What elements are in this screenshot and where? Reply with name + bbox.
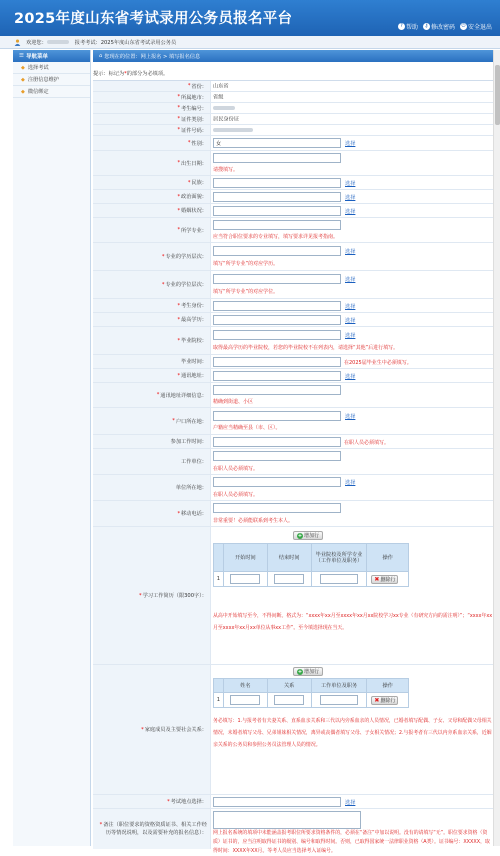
col-start-time: 开始时间 <box>223 544 267 572</box>
school-select-link[interactable]: 选择 <box>345 333 356 339</box>
col-work-unit: 工作单位及职务 <box>311 679 367 693</box>
study-start-input[interactable] <box>230 574 260 584</box>
blurred-exam-id <box>213 106 235 110</box>
row-family: * 家庭成员及主要社会关系： + 增加行 姓名 关系 工作单位及职务 操作 1 ✖ 删除行 务必填写：1.与报考者有夫妻关系、直系血亲关系和三代以内旁系血亲的人员情况，已婚者填写配偶、子女、父母和配偶父母相关情况，未婚者填写父母、兄弟姐妹相关情况，离异或丧偶者填写父母、子女相关情况；2.与报考者有三代以内旁系血亲关系，近姻亲关系的公务员和参照公务员法管理人员的情况。 <box>93 665 500 795</box>
col-operation: 操作 <box>367 544 409 572</box>
delete-icon: ✖ <box>374 576 380 583</box>
birth-note: 请搜填写。 <box>213 167 239 173</box>
study-school-input[interactable] <box>320 574 358 584</box>
blurred-id-number <box>213 128 253 132</box>
major-edu-select-link[interactable]: 选择 <box>345 249 356 255</box>
logout-link[interactable]: ⏻ 安全退出 <box>461 23 492 31</box>
major-edu-note: 填写“所学专业”的对应学历。 <box>213 261 279 267</box>
major-degree-note: 填写“所学专业”的对应学位。 <box>213 289 279 295</box>
col-end-time: 结束时间 <box>267 544 311 572</box>
row-major-edu: * 专业的学历层次： 选择 填写“所学专业”的对应学历。 <box>93 243 500 271</box>
edu-input[interactable] <box>213 315 341 325</box>
hukou-select-link[interactable]: 选择 <box>345 414 356 420</box>
row-hukou: * 户口所在地： 选择 户籍应当精确至县（市、区）。 <box>93 408 500 435</box>
row-work-start: 参加工作时间： 在职人员必须填写。 <box>93 435 500 449</box>
family-note: 务必填写：1.与报考者有夫妻关系、直系血亲关系和三代以内旁系血亲的人员情况，已婚者填写配偶、子女、父母和配偶父母相关情况，未婚者填写父母、兄弟姐妹相关情况，离异或丧偶者填写父母、子女相关情况；2.与报考者有三代以内旁系血亲关系，近姻亲关系的公务员和参照公务员法管理人员的情况。 <box>213 718 492 748</box>
birth-input[interactable] <box>213 153 341 163</box>
school-input[interactable] <box>213 330 341 340</box>
row-unit-address: 单位所在地： 选择 在职人员必须填写。 <box>93 475 500 501</box>
user-icon <box>14 39 21 46</box>
sidebar <box>13 50 91 846</box>
table-row: 1 ✖ 删除行 <box>214 693 409 708</box>
required-hint: 提示：标记为*的部分为必填项。 <box>93 71 169 77</box>
site-title: 2025年度山东省考试录用公务员报名平台 <box>14 11 293 27</box>
id-type-value: 居民身份证 <box>213 116 239 123</box>
row-politics: * 政治面貌： 选择 <box>93 190 500 204</box>
row-grad-time: 毕业时间： 在2025届毕业生中必须填写。 <box>93 355 500 369</box>
delete-icon: ✖ <box>374 697 380 704</box>
breadcrumb: ⌂ 您现在的位置：网上报名 > 填写报名信息 <box>93 50 500 62</box>
politics-select-link[interactable]: 选择 <box>345 195 356 201</box>
identity-select-link[interactable]: 选择 <box>345 304 356 310</box>
row-address: * 通讯地址： 选择 <box>93 369 500 383</box>
ethnic-select-link[interactable]: 选择 <box>345 181 356 187</box>
col-operation: 操作 <box>367 679 409 693</box>
workplace-note: 在职人员必须填写。 <box>213 466 259 472</box>
address-input[interactable] <box>213 371 341 381</box>
family-name-input[interactable] <box>230 695 260 705</box>
phone-note: 非常重要！必须能联系到考生本人。 <box>213 518 294 524</box>
menu-icon: ☰ <box>19 53 24 59</box>
unit-address-input[interactable] <box>213 477 341 487</box>
plus-icon: + <box>297 532 303 539</box>
grad-time-input[interactable] <box>213 357 341 367</box>
col-school-major: 毕业院校及所学专业（工作单位及职务） <box>311 544 367 572</box>
remark-note: 网上报名系统的填项中未能涵盖报考职位所要求资格条件的，必须在“备注”中加以说明。没有的请填写“无”。职位要求资格（资质）证书的，应当注明取得证书的级别、编号和取得时间。否则，已取得国家统一法律职业资格（A类）。证书编号：XXXXX，取得时间：XXXX年XX月。等考人员应当选择考入证编号。 <box>213 830 490 854</box>
work-start-note: 在职人员必须填写。 <box>344 440 390 446</box>
row-remark: *备注（职位要求的资格资质证书、相关工作经历等情况说明，以及需要补充的报名信息）： 网上报名系统的填项中未能涵盖报考职位所要求资格条件的，必须在“备注”中加以说明。没有的请填写“无”。职位要求资格（资质）证书的，应当注明取得证书的级别、编号和取得时间。否则，已取得国家统一法律职业资格（A类）。证书编号：XXXXX，取得时间：XXXX年XX月。等考人员应当选择考入证编号。 <box>93 809 500 849</box>
row-identity: * 考生身份： 选择 <box>93 299 500 313</box>
marital-select-link[interactable]: 选择 <box>345 209 356 215</box>
row-study-work-resume: * 学习工作简历（限300字）： + 增加行 开始时间 结束时间 毕业院校及所学专业（工作单位及职务） 操作 1 ✖ 删除行 从高中开始填写至今，不得间断。格式为：“xxxx年xx月至xxxx年xx月xx院校学习xx专业（有研究方向的需注明）”；“xxxx年xx月至xxxx年xx月xx单位从事xx工作”。至今填选择现在当天。 <box>93 527 500 665</box>
bullet-icon: ◆ <box>21 76 25 83</box>
row-address-detail: * 通讯地址详细信息： 精确到街道、小区 <box>93 383 500 408</box>
province-value: 山东省 <box>213 83 229 90</box>
row-workplace: 工作单位： 在职人员必须填写。 <box>93 449 500 475</box>
family-relation-input[interactable] <box>274 695 304 705</box>
row-birth: * 出生日期： 请搜填写。 <box>93 151 500 176</box>
row-id-no: * 证件号码： <box>93 125 500 136</box>
sidebar-item-select-exam[interactable]: ◆ 选择考试 <box>13 62 90 74</box>
col-name: 姓名 <box>223 679 267 693</box>
help-icon: ? <box>398 23 405 30</box>
phone-input[interactable] <box>213 503 341 513</box>
row-ethnic: * 民族： 选择 <box>93 176 500 190</box>
key-icon: ⚷ <box>424 23 429 29</box>
plus-icon: + <box>297 668 303 675</box>
hukou-note: 户籍应当精确至县（市、区）。 <box>213 425 281 431</box>
scrollbar-thumb[interactable] <box>495 65 500 125</box>
address-detail-note: 精确到街道、小区 <box>213 399 254 405</box>
bullet-icon: ◆ <box>21 64 25 71</box>
row-exam-id: * 考生编号： <box>93 103 500 114</box>
top-links <box>398 22 492 31</box>
row-major: * 所学专业： 应当符合职位要求的专业填写，填写要求详见报考指南。 <box>93 218 500 243</box>
family-delete-row-button[interactable]: ✖ 删除行 <box>371 696 398 705</box>
change-password-link[interactable]: ⚷ 修改密码 <box>424 23 455 31</box>
work-start-input[interactable] <box>213 437 341 447</box>
workplace-input[interactable] <box>213 451 341 461</box>
header-banner <box>0 0 500 36</box>
home-icon: ⌂ <box>99 53 103 59</box>
scrollbar[interactable] <box>493 50 500 846</box>
blurred-username <box>47 40 69 44</box>
major-note: 应当符合职位要求的专业填写，填写要求详见报考指南。 <box>213 234 339 240</box>
major-edu-input[interactable] <box>213 246 341 256</box>
exam-site-select-link[interactable]: 选择 <box>345 800 356 806</box>
unit-address-note: 在职人员必须填写。 <box>213 492 259 498</box>
ethnic-input[interactable] <box>213 178 341 188</box>
row-major-degree: * 专业的学位层次： 选择 填写“所学专业”的对应学位。 <box>93 271 500 299</box>
row-marital: * 婚姻状况： 选择 <box>93 204 500 218</box>
sidebar-title: ☰ 导航菜单 <box>13 50 90 62</box>
study-note: 从高中开始填写至今，不得间断。格式为：“xxxx年xx月至xxxx年xx月xx院校学习xx专业（有研究方向的需注明）”；“xxxx年xx月至xxxx年xx月xx单位从事xx工作”。至今填选择现在当天。 <box>213 613 493 631</box>
unit-address-select-link[interactable]: 选择 <box>345 480 356 486</box>
row-gender: * 性别： 女 选择 <box>93 136 500 151</box>
gender-input[interactable] <box>213 138 341 148</box>
row-city: * 所属地市： 省级 <box>93 92 500 103</box>
address-select-link[interactable]: 选择 <box>345 374 356 380</box>
row-id-type: * 证件类别： 居民身份证 <box>93 114 500 125</box>
info-bar <box>0 36 500 49</box>
sidebar-item-wechat-bind[interactable]: ◆ 微信绑定 <box>13 86 90 98</box>
row-province: * 省份： 山东省 <box>93 81 500 92</box>
exam-info: 报考考试：2025年度山东省考试录用公务员 <box>74 39 177 46</box>
remark-textarea[interactable] <box>213 811 361 829</box>
row-exam-site: * 考试地点选择： 选择 <box>93 795 500 809</box>
exam-site-input[interactable] <box>213 797 341 807</box>
help-link[interactable]: ? 帮助 <box>398 22 418 31</box>
edu-select-link[interactable]: 选择 <box>345 318 356 324</box>
marital-input[interactable] <box>213 206 341 216</box>
sidebar-item-registration-info[interactable]: ◆ 注册信息维护 <box>13 74 90 86</box>
table-row: 1 ✖ 删除行 <box>214 572 409 587</box>
col-relation: 关系 <box>267 679 311 693</box>
hukou-input[interactable] <box>213 411 341 421</box>
city-value: 省级 <box>213 94 224 101</box>
study-delete-row-button[interactable]: ✖ 删除行 <box>371 575 398 584</box>
row-school: * 毕业院校： 选择 取得最高学历的毕业院校，若您的毕业院校不在列表内，请选择“其他”后进行填写。 <box>93 327 500 355</box>
study-add-row-button[interactable]: + 增加行 <box>293 531 323 540</box>
bullet-icon: ◆ <box>21 88 25 95</box>
grad-time-note: 在2025届毕业生中必须填写。 <box>344 360 412 366</box>
major-degree-select-link[interactable]: 选择 <box>345 277 356 283</box>
welcome-text: 欢迎您： <box>26 39 69 46</box>
school-note: 取得最高学历的毕业院校，若您的毕业院校不在列表内，请选择“其他”后进行填写。 <box>213 345 399 351</box>
major-input[interactable] <box>213 220 341 230</box>
study-table <box>213 543 409 587</box>
identity-input[interactable] <box>213 301 341 311</box>
family-table <box>213 678 409 708</box>
gender-select-link[interactable]: 选择 <box>345 141 356 147</box>
exit-icon: ⏻ <box>461 23 466 29</box>
politics-input[interactable] <box>213 192 341 202</box>
row-edu: * 最高学历： 选择 <box>93 313 500 327</box>
registration-form <box>93 80 500 854</box>
family-add-row-button[interactable]: + 增加行 <box>293 667 323 676</box>
study-end-input[interactable] <box>274 574 304 584</box>
address-detail-input[interactable] <box>213 385 341 395</box>
main-content <box>93 50 500 854</box>
family-unit-input[interactable] <box>320 695 358 705</box>
major-degree-input[interactable] <box>213 274 341 284</box>
row-phone: * 移动电话： 非常重要！必须能联系到考生本人。 <box>93 501 500 527</box>
